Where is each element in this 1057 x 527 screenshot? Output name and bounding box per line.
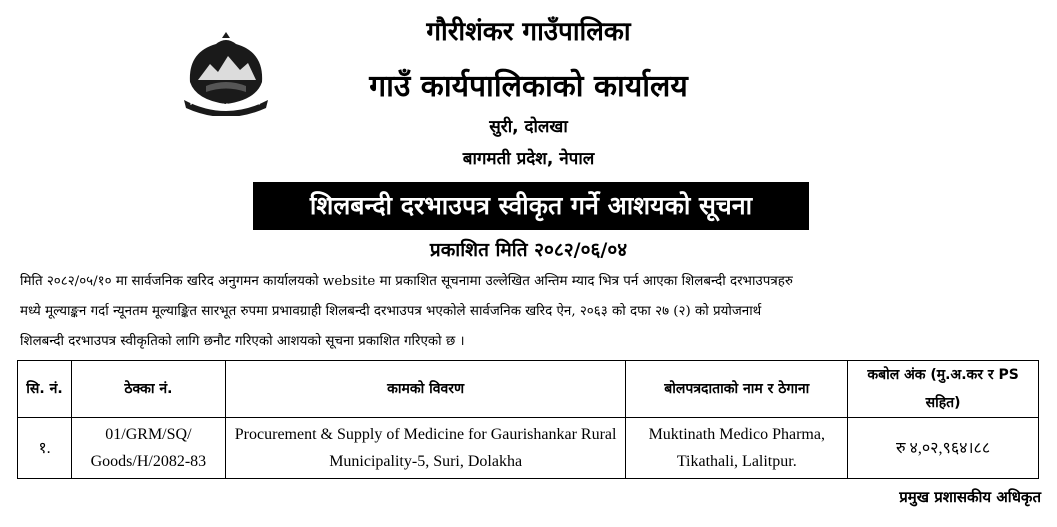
cell-sn: १.	[18, 418, 72, 479]
published-date: प्रकाशित मिति २०८२/०६/०४	[429, 239, 628, 261]
col-header-bidder: बोलपत्रदाताको नाम र ठेगाना	[626, 361, 848, 418]
signatory: प्रमुख प्रशासकीय अधिकृत	[899, 488, 1041, 506]
notice-body-line: मध्ये मूल्याङ्कन गर्दा न्यूनतम मूल्याङ्कित सारभूत रुपमा प्रभावग्राही शिलबन्दी दरभाउपत्र भएकोले सार्वजनिक खरिद ऐन, २०६३ को दफा २७ (२) को प्रयोजनार्थ	[20, 304, 762, 319]
office-name: गाउँ कार्यपालिकाको कार्यालय	[369, 69, 688, 104]
notice-body	[20, 267, 1040, 357]
cell-contract-no: 01/GRM/SQ/ Goods/H/2082-83	[71, 418, 225, 479]
bid-table	[17, 360, 1039, 479]
cell-amount: रु ४,०२,९६४।८८	[848, 418, 1039, 479]
col-header-contract-no: ठेक्का नं.	[71, 361, 225, 418]
office-province: बागमती प्रदेश, नेपाल	[462, 149, 595, 169]
cell-description: Procurement & Supply of Medicine for Gaurishankar Rural Municipality-5, Suri, Dolakha	[225, 418, 626, 479]
table-row	[18, 418, 1039, 479]
notice-body-line: शिलबन्दी दरभाउपत्र स्वीकृतिको लागि छनौट गरिएको आशयको सूचना प्रकाशित गरिएको छ ।	[20, 334, 465, 349]
col-header-sn: सि. नं.	[18, 361, 72, 418]
col-header-amount: कबोल अंक (मु.अ.कर र PS सहित)	[848, 361, 1039, 418]
municipality-name: गौरीशंकर गाउँपालिका	[426, 17, 631, 47]
table-header-row	[18, 361, 1039, 418]
notice-body-line: मिति २०८२/०५/१० मा सार्वजनिक खरिद अनुगमन कार्यालयको website मा प्रकाशित सूचनामा उल्लेखित अन्तिम म्याद भित्र पर्न आएका शिलबन्दी दरभाउपत्रहरु	[20, 274, 793, 289]
notice-title-banner: शिलबन्दी दरभाउपत्र स्वीकृत गर्ने आशयको सूचना	[253, 182, 809, 230]
cell-bidder: Muktinath Medico Pharma, Tikathali, Lalitpur.	[626, 418, 848, 479]
col-header-description: कामको विवरण	[225, 361, 626, 418]
office-location: सुरी, दोलखा	[489, 117, 568, 137]
